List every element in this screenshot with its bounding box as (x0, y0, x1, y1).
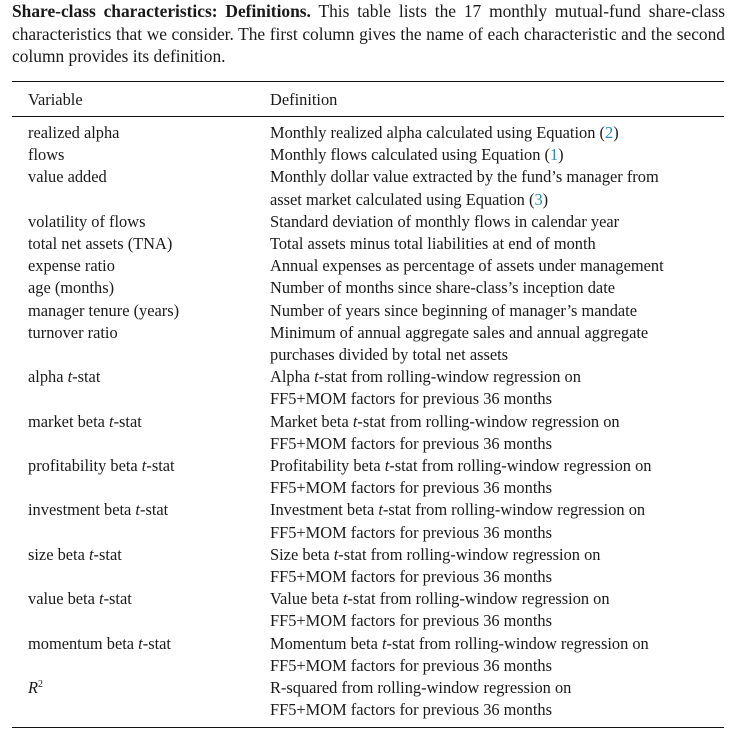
table-row (0, 255, 740, 277)
definition-text: Number of months since share-class’s inception date (270, 278, 616, 298)
variable-name: $R^2$ (28, 678, 44, 698)
variable-name: age (months) (28, 278, 115, 298)
table-row (0, 277, 740, 299)
definition-text: ) (613, 123, 619, 142)
variable-definition: Value beta t-stat from rolling-window regression on FF5+MOM factors for previous 36 months (270, 588, 720, 632)
table-row (0, 211, 740, 233)
variable-name: turnover ratio (28, 322, 118, 342)
variable-definition (270, 255, 720, 277)
variable-name: volatility of flows (28, 211, 146, 231)
definition-text: purchases divided by total net assets (270, 345, 509, 365)
definition-text: ) (558, 145, 564, 165)
caption-title: Share-class characteristics: Definitions. (12, 1, 311, 21)
variable-name: expense ratio (28, 256, 115, 276)
variable-name: realized alpha (28, 123, 120, 142)
table-row (0, 144, 740, 166)
variable-definition (270, 122, 720, 144)
variable-definition: Market beta t-stat from rolling-window regression on FF5+MOM factors for previous 36 months (270, 411, 720, 455)
definition-text: Annual expenses as percentage of assets under management (270, 256, 664, 276)
variable-definition (270, 144, 720, 166)
definition-text: Standard deviation of monthly flows in calendar year (270, 211, 620, 231)
definition-text: FF5+MOM factors for previous 36 months (270, 389, 552, 409)
variable-name: size beta t-stat (28, 544, 122, 564)
definition-text: FF5+MOM factors for previous 36 months (270, 655, 552, 675)
variable-definition (270, 677, 720, 721)
caption-text: This table lists the 17 monthly mutual-fund share-class characteristics that we consider. The first column gives the name of each characteristic and the second column provides its definition. (12, 1, 726, 66)
table-row (0, 455, 740, 499)
definition-text: FF5+MOM factors for previous 36 months (270, 611, 552, 631)
variable-name: momentum beta t-stat (28, 633, 171, 653)
variable-definition: Alpha t-stat from rolling-window regression on FF5+MOM factors for previous 36 months (270, 366, 720, 410)
variable-name: investment beta t-stat (28, 500, 169, 520)
variable-name: value added (28, 167, 107, 187)
table-row (0, 122, 740, 144)
definition-text: Number of years since beginning of manager’s mandate (270, 300, 637, 320)
definition-text: Minimum of annual aggregate sales and annual aggregate (270, 322, 649, 342)
definition-text: Monthly dollar value extracted by the fund’s manager from (270, 167, 659, 187)
variable-definition (270, 166, 720, 210)
table-caption (12, 0, 725, 68)
variable-name: alpha t-stat (28, 367, 101, 387)
definition-text: FF5+MOM factors for previous 36 months (270, 478, 552, 498)
variable-name: profitability beta t-stat (28, 456, 175, 476)
table-row (0, 677, 740, 721)
table-row (0, 233, 740, 255)
table-row (0, 322, 740, 366)
definition-text: ) (542, 189, 549, 209)
variable-definition: Profitability beta t-stat from rolling-window regression on FF5+MOM factors for previous 36 months (270, 455, 720, 499)
definition-text: Monthly flows calculated using Equation ( (270, 145, 550, 165)
variable-name: flows (28, 145, 65, 165)
table-row (0, 366, 740, 410)
variable-definition (270, 211, 720, 233)
equation-link[interactable]: 1 (549, 145, 559, 165)
variable-name: market beta t-stat (28, 411, 142, 431)
variable-definition: Investment beta t-stat from rolling-window regression on FF5+MOM factors for previous 36 months (270, 499, 720, 543)
definition-text: FF5+MOM factors for previous 36 months (270, 567, 552, 587)
table-row (0, 411, 740, 455)
variable-definition: Momentum beta t-stat from rolling-window regression on FF5+MOM factors for previous 36 months (270, 633, 720, 677)
variable-name: manager tenure (years) (28, 300, 180, 320)
bottom-rule (12, 727, 724, 728)
header-rule (12, 116, 724, 117)
variable-definition (270, 277, 720, 299)
header-definition: Definition (270, 90, 338, 109)
definition-text: FF5+MOM factors for previous 36 months (270, 700, 552, 720)
variable-definition: Size beta t-stat from rolling-window regression on FF5+MOM factors for previous 36 months (270, 544, 720, 588)
variable-definition (270, 233, 720, 255)
header-variable: Variable (28, 90, 83, 109)
top-rule (12, 81, 724, 82)
table-row (0, 633, 740, 677)
variable-definition (270, 300, 720, 322)
variable-definition (270, 322, 720, 366)
variable-name: value beta t-stat (28, 589, 132, 609)
table-body (0, 122, 740, 721)
table-row (0, 588, 740, 632)
definition-text: Total assets minus total liabilities at end of month (270, 234, 596, 254)
variable-name: total net assets (TNA) (28, 234, 173, 254)
table-row (0, 166, 740, 210)
equation-link[interactable]: 3 (534, 189, 543, 209)
definition-text: asset market calculated using Equation ( (270, 189, 535, 209)
equation-link[interactable]: 2 (604, 123, 614, 142)
definition-text: Monthly realized alpha calculated using Equation ( (270, 123, 605, 142)
definition-text: FF5+MOM factors for previous 36 months (270, 522, 552, 542)
definition-text: R-squared from rolling-window regression on (270, 678, 572, 698)
table-row (0, 300, 740, 322)
definition-text: FF5+MOM factors for previous 36 months (270, 433, 552, 453)
table-row (0, 544, 740, 588)
table-row (0, 499, 740, 543)
